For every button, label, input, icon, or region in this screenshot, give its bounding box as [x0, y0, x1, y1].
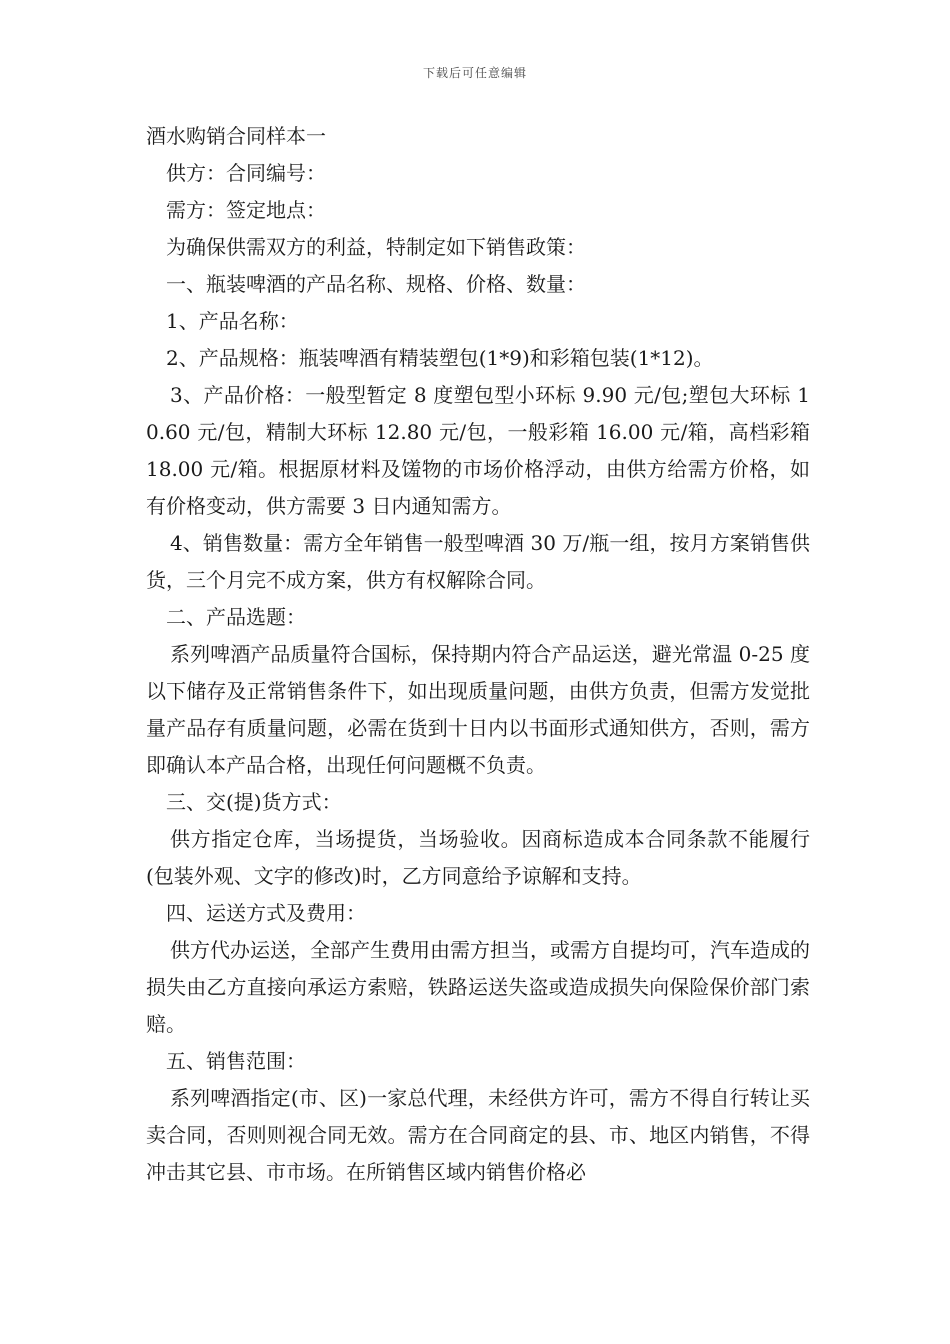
- transport-paragraph: 供方代办运送，全部产生费用由需方担当，或需方自提均可，汽车造成的损失由乙方直接向承运方索赔，铁路运送失盗或造成损失向保险保价部门索赔。: [146, 938, 810, 1036]
- supplier-line: 供方：合同编号：: [166, 161, 326, 185]
- section-heading-1: 一、瓶装啤酒的产品名称、规格、价格、数量：: [166, 272, 586, 296]
- intro-paragraph: 为确保供需双方的利益，特制定如下销售政策：: [166, 235, 586, 259]
- section-heading-5: 五、销售范围：: [166, 1049, 306, 1073]
- section-heading-2: 二、产品选题：: [166, 605, 306, 629]
- buyer-line: 需方：签定地点：: [166, 198, 326, 222]
- document-body: [146, 118, 810, 1191]
- quality-paragraph: 系列啤酒产品质量符合国标，保持期内符合产品运送，避光常温 0-25 度以下储存及正常销售条件下，如出现质量问题，由供方负责，但需方发觉批量产品存有质量问题，必需在货到十日内以书面形式通知供方，否则，需方即确认本产品合格，出现任何问题概不负责。: [146, 642, 810, 777]
- document-title: 酒水购销合同样本一: [146, 124, 326, 148]
- sales-scope-paragraph: 系列啤酒指定(市、区)一家总代理，未经供方许可，需方不得自行转让买卖合同，否则则视合同无效。需方在合同商定的县、市、地区内销售，不得冲击其它县、市市场。在所销售区域内销售价格必: [146, 1086, 810, 1184]
- clause-product-name: 1、产品名称：: [166, 309, 299, 333]
- clause-product-price: 3、产品价格：一般型暂定 8 度塑包型小环标 9.90 元/包;塑包大环标 10.60 元/包，精制大环标 12.80 元/包，一般彩箱 16.00 元/箱，高档彩箱 18.00 元/箱。根据原材料及馐物的市场价格浮动，由供方给需方价格，如有价格变动，供方需要 3 日内通知需方。: [146, 383, 810, 518]
- delivery-paragraph: 供方指定仓库，当场提货，当场验收。因商标造成本合同条款不能履行(包装外观、文字的修改)时，乙方同意给予谅解和支持。: [146, 827, 810, 888]
- header-note: 下载后可任意编辑: [422, 66, 527, 80]
- section-heading-4: 四、运送方式及费用：: [166, 901, 366, 925]
- section-heading-3: 三、交(提)货方式：: [166, 790, 342, 814]
- clause-sales-quantity: 4、销售数量：需方全年销售一般型啤酒 30 万/瓶一组，按月方案销售供货，三个月完不成方案，供方有权解除合同。: [146, 531, 810, 592]
- clause-product-spec: 2、产品规格：瓶装啤酒有精装塑包(1*9)和彩箱包装(1*12)。: [166, 346, 714, 370]
